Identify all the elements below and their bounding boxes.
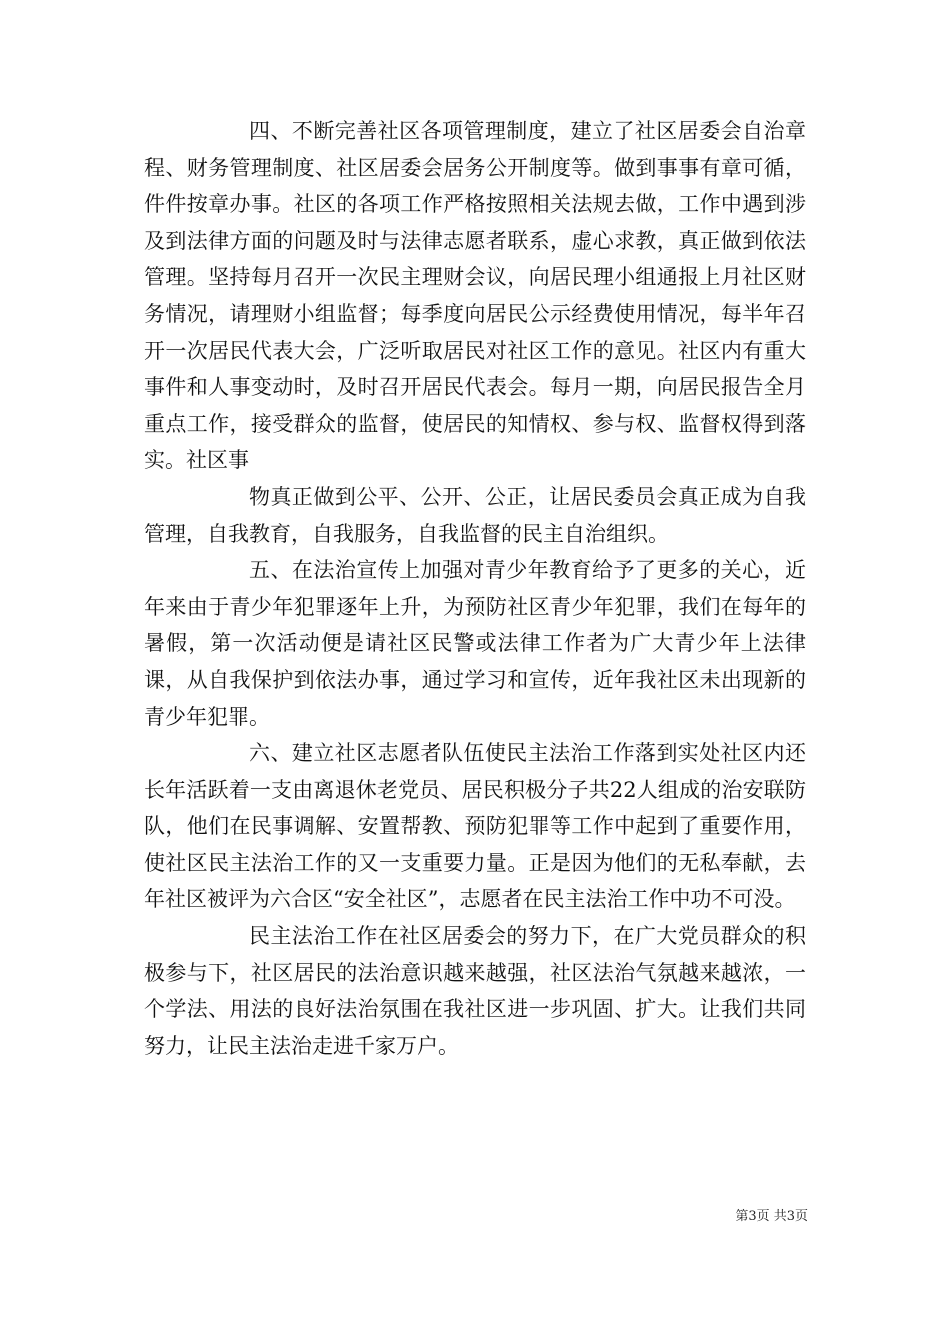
paragraph-youth-education: 五、在法治宣传上加强对青少年教育给予了更多的关心，近年来由于青少年犯罪逐年上升，为预防社区青少年犯罪，我们在每年的暑假，第一次活动便是请社区民警或法律工作者为广大青少年上法律课，从自我保护到依法办事，通过学习和宣传，近年我社区未出现新的青少年犯罪。 [144,558,806,729]
page-number: 第3页 共3页 [735,1209,808,1224]
paragraph-self-governance: 物真正做到公平、公开、公正，让居民委员会真正成为自我管理，自我教育，自我服务，自我监督的民主自治组织。 [144,484,806,546]
paragraph-conclusion: 民主法治工作在社区居委会的努力下，在广大党员群众的积极参与下，社区居民的法治意识越来越强，社区法治气氛越来越浓，一个学法、用法的良好法治氛围在我社区进一步巩固、扩大。让我们共同努力，让民主法治走进千家万户。 [144,924,806,1058]
paragraph-management-system: 四、不断完善社区各项管理制度，建立了社区居委会自治章程、财务管理制度、社区居委会居务公开制度等。做到事事有章可循，件件按章办事。社区的各项工作严格按照相关法规去做，工作中遇到涉及到法律方面的问题及时与法律志愿者联系，虚心求教，真正做到依法管理。坚持每月召开一次民主理财会议，向居民理小组通报上月社区财务情况，请理财小组监督；每季度向居民公示经费使用情况，每半年召开一次居民代表大会，广泛听取居民对社区工作的意见。社区内有重大事件和人事变动时，及时召开居民代表会。每月一期，向居民报告全月重点工作，接受群众的监督，使居民的知情权、参与权、监督权得到落实。社区事 [144,119,806,473]
paragraph-volunteer-team: 六、建立社区志愿者队伍使民主法治工作落到实处社区内还长年活跃着一支由离退休老党员、居民积极分子共22人组成的治安联防队，他们在民事调解、安置帮教、预防犯罪等工作中起到了重要作用，使社区民主法治工作的又一支重要力量。正是因为他们的无私奉献，去年社区被评为六合区“安全社区”，志愿者在民主法治工作中功不可没。 [144,741,806,912]
document-body [144,113,806,1064]
